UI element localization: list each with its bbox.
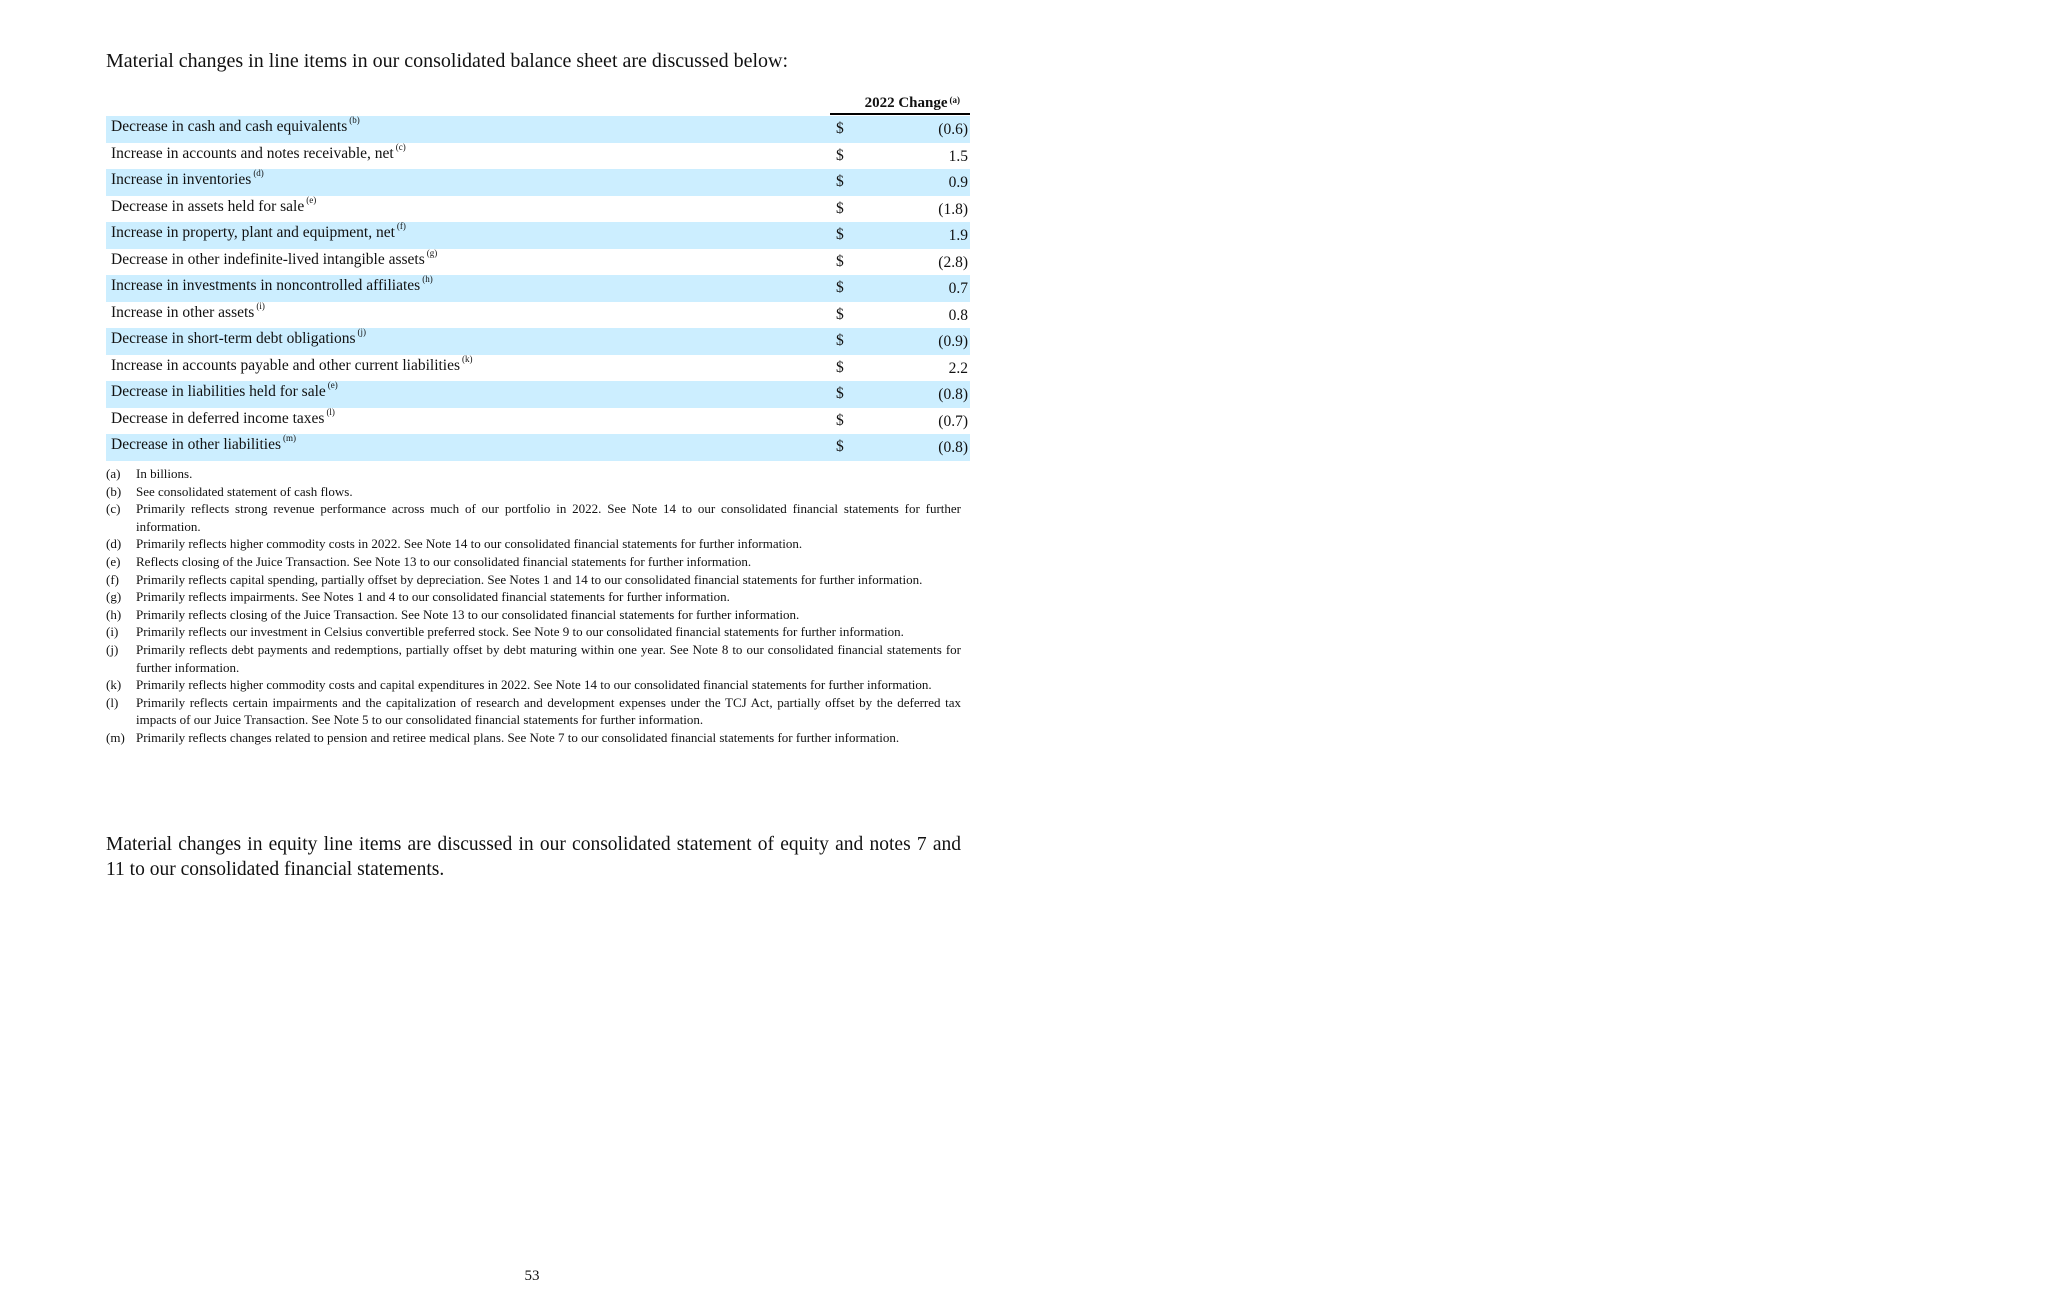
row-label-text: Increase in accounts and notes receivable, net <box>111 144 394 162</box>
row-label <box>111 327 366 348</box>
row-label-text: Decrease in assets held for sale <box>111 197 305 215</box>
footnote <box>106 623 961 641</box>
currency-symbol: $ <box>836 411 844 429</box>
row-label-text: Decrease in liabilities held for sale <box>111 383 326 400</box>
footnote-marker: (c) <box>106 501 121 517</box>
row-note-ref: (c) <box>395 141 406 152</box>
footnote-marker: (i) <box>106 624 119 640</box>
row-value: (0.8) <box>938 386 968 403</box>
table-row <box>106 302 970 329</box>
footnote <box>106 641 961 676</box>
footnote-text: Primarily reflects certain impairments and the capitalization of research and development expenses under the TCJ Act, partially offset by the deferred tax impacts of our Juice Transaction. See Note 5 to our consolidated financial statements for further information. <box>136 694 961 728</box>
footnote-text: See consolidated statement of cash flows. <box>136 483 353 499</box>
row-label <box>111 221 406 242</box>
page-number: 53 <box>524 1268 540 1284</box>
row-value: 0.7 <box>948 280 968 297</box>
row-label <box>111 300 265 322</box>
footnote <box>106 694 961 729</box>
row-note-ref: (g) <box>426 247 438 258</box>
currency-symbol: $ <box>836 332 844 349</box>
footnote <box>106 588 961 606</box>
footnote-marker: (h) <box>106 606 122 622</box>
footnote-text: Primarily reflects impairments. See Notes 1 and 4 to our consolidated financial statements for further information. <box>136 589 730 605</box>
currency-symbol: $ <box>836 199 844 217</box>
row-value: 1.5 <box>948 147 968 165</box>
currency-symbol: $ <box>836 173 844 190</box>
table-row <box>106 328 970 355</box>
row-note-ref: (i) <box>256 300 265 311</box>
row-value: (1.8) <box>938 200 968 218</box>
currency-symbol: $ <box>836 252 844 270</box>
table-body <box>106 116 970 461</box>
footnote <box>106 571 961 589</box>
currency-symbol: $ <box>836 305 844 323</box>
row-label <box>111 115 360 136</box>
row-value: (2.8) <box>938 253 968 271</box>
footnotes <box>106 465 961 747</box>
footnote <box>106 606 961 624</box>
footnote-marker: (l) <box>106 694 119 710</box>
table-row <box>106 408 970 435</box>
footnote-text: Primarily reflects changes related to pension and retiree medical plans. See Note 7 to our consolidated financial statements for further information. <box>136 729 900 745</box>
currency-symbol: $ <box>836 146 844 164</box>
currency-symbol: $ <box>836 120 844 137</box>
footnote <box>106 535 961 553</box>
footnote-marker: (a) <box>106 466 121 481</box>
row-note-ref: (e) <box>327 380 338 390</box>
footnote <box>106 500 961 535</box>
currency-symbol: $ <box>836 226 844 243</box>
row-value: (0.6) <box>938 121 968 138</box>
footnote <box>106 465 961 483</box>
column-header-label: 2022 Change <box>864 95 948 111</box>
footnote <box>106 729 961 747</box>
row-note-ref: (d) <box>253 168 264 178</box>
row-label <box>111 141 406 163</box>
row-label-text: Increase in investments in noncontrolled affiliates <box>111 277 421 294</box>
footnote <box>106 553 961 571</box>
footnote-text: Primarily reflects closing of the Juice Transaction. See Note 13 to our consolidated financial statements for further information. <box>136 606 800 622</box>
row-label-text: Increase in accounts payable and other current liabilities <box>111 356 461 374</box>
table-row <box>106 169 970 196</box>
row-value: (0.8) <box>938 439 968 456</box>
currency-symbol: $ <box>836 358 844 376</box>
row-label-text: Decrease in short-term debt obligations <box>111 330 356 347</box>
row-value: (0.7) <box>938 412 968 430</box>
closing-text: Material changes in equity line items are discussed in our consolidated statement of equity and notes 7 and 11 to our consolidated financial statements. <box>106 834 961 880</box>
footnote-text: Primarily reflects capital spending, partially offset by depreciation. See Notes 1 and 14 to our consolidated financial statements for further information. <box>136 571 923 587</box>
row-label <box>111 274 433 295</box>
row-label-text: Increase in other assets <box>111 303 255 321</box>
table-row <box>106 249 970 276</box>
currency-symbol: $ <box>836 438 844 455</box>
footnote-text: Reflects closing of the Juice Transaction. See Note 13 to our consolidated financial statements for further information. <box>136 553 752 569</box>
row-label-text: Decrease in deferred income taxes <box>111 409 325 427</box>
column-header <box>830 94 970 115</box>
footnote-marker: (j) <box>106 641 119 657</box>
footnote-marker: (m) <box>106 729 125 745</box>
row-label-text: Decrease in other liabilities <box>111 436 282 453</box>
footnote-marker: (d) <box>106 536 122 552</box>
row-note-ref: (e) <box>306 194 317 205</box>
row-value: 2.2 <box>948 359 968 377</box>
footnote-marker: (f) <box>106 571 119 587</box>
row-label <box>111 433 297 454</box>
intro-text: Material changes in line items in our consolidated balance sheet are discussed below: <box>106 50 789 72</box>
row-note-ref: (j) <box>357 327 366 337</box>
row-label-text: Increase in property, plant and equipment, net <box>111 224 395 241</box>
row-value: (0.9) <box>938 333 968 350</box>
currency-symbol: $ <box>836 385 844 402</box>
row-label <box>111 168 264 189</box>
table-row <box>106 196 970 223</box>
row-value: 1.9 <box>948 227 968 244</box>
footnote <box>106 483 961 501</box>
row-value: 0.8 <box>948 306 968 324</box>
table-row <box>106 116 970 143</box>
table-row <box>106 355 970 382</box>
balance-sheet-changes-table <box>106 92 970 461</box>
row-label-text: Increase in inventories <box>111 171 252 188</box>
footnote-text: Primarily reflects higher commodity costs in 2022. See Note 14 to our consolidated financial statements for further information. <box>136 536 803 552</box>
column-header-note: (a) <box>949 95 960 105</box>
row-label-text: Decrease in cash and cash equivalents <box>111 118 348 135</box>
row-note-ref: (b) <box>349 115 360 125</box>
row-note-ref: (m) <box>283 433 297 443</box>
row-label <box>111 353 473 375</box>
row-label <box>111 380 338 401</box>
footnote-marker: (b) <box>106 483 122 499</box>
footnote-marker: (g) <box>106 589 122 605</box>
footnote-text: Primarily reflects higher commodity costs and capital expenditures in 2022. See Note 14 to our consolidated financial statements for further information. <box>136 677 932 693</box>
table-row <box>106 143 970 170</box>
footnote-text: Primarily reflects debt payments and redemptions, partially offset by debt maturing within one year. See Note 8 to our consolidated financial statements for further information. <box>136 641 961 675</box>
footnote-text: Primarily reflects our investment in Celsius convertible preferred stock. See Note 9 to our consolidated financial statements for further information. <box>136 624 904 640</box>
footnote <box>106 676 961 694</box>
table-row <box>106 222 970 249</box>
row-note-ref: (f) <box>396 221 406 231</box>
row-note-ref: (l) <box>326 406 335 417</box>
row-label <box>111 194 317 216</box>
footnote-marker: (e) <box>106 553 121 569</box>
footnote-marker: (k) <box>106 677 122 693</box>
currency-symbol: $ <box>836 279 844 296</box>
table-row <box>106 275 970 302</box>
row-label <box>111 406 335 428</box>
table-row <box>106 434 970 461</box>
row-label <box>111 247 438 269</box>
footnote-text: In billions. <box>136 466 193 481</box>
footnote-text: Primarily reflects strong revenue performance across much of our portfolio in 2022. See Note 14 to our consolidated financial statements for further information. <box>136 501 961 534</box>
table-row <box>106 381 970 408</box>
table-header <box>106 92 970 116</box>
row-note-ref: (h) <box>422 274 433 284</box>
row-note-ref: (k) <box>462 353 473 364</box>
row-value: 0.9 <box>948 174 968 191</box>
row-label-text: Decrease in other indefinite-lived intangible assets <box>111 250 425 268</box>
